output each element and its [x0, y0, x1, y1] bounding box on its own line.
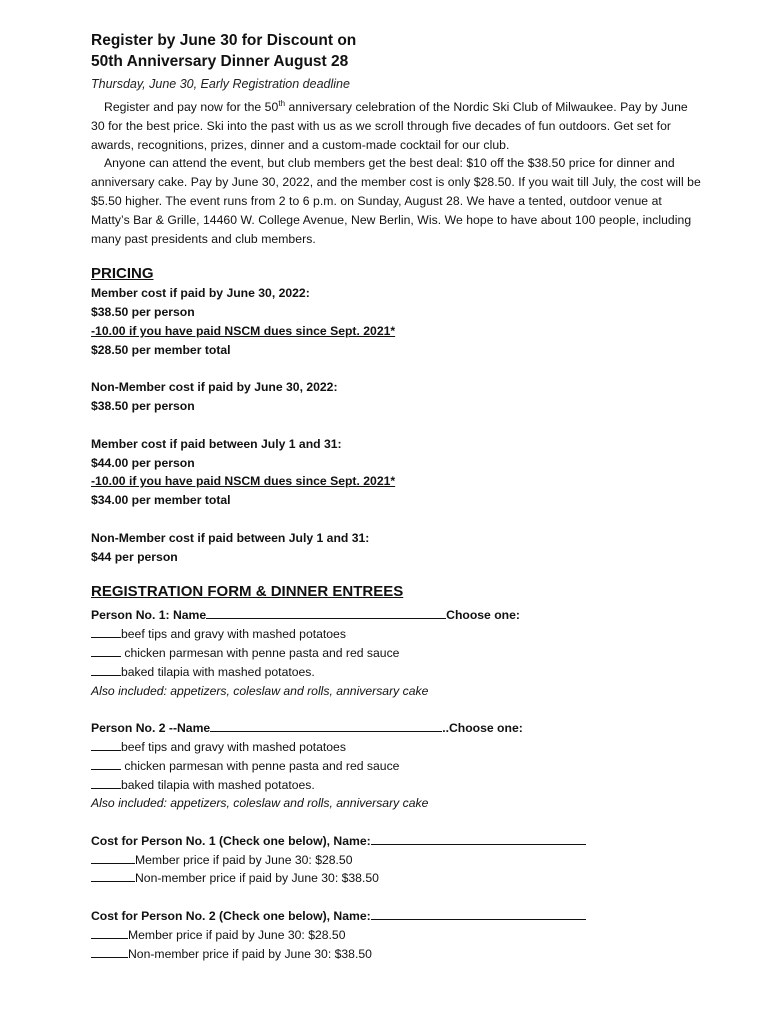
person-1-name-field[interactable]	[206, 606, 446, 619]
person-1-member-price-row	[91, 851, 701, 870]
nonmember-late-pricing	[91, 529, 701, 567]
member-late-pricing	[91, 435, 701, 510]
person-2-beef-checkbox[interactable]	[91, 738, 121, 751]
member-late-price: $44.00 per person	[91, 455, 195, 470]
title-line-2: 50th Anniversary Dinner August 28	[91, 53, 349, 70]
person-1-entree-form	[91, 606, 701, 700]
person-1-included-note: Also included: appetizers, coleslaw and rolls, anniversary cake	[91, 683, 429, 698]
person-1-cost-row	[91, 832, 701, 851]
nonmember-early-label: Non-Member cost if paid by June 30, 2022:	[91, 380, 338, 395]
member-late-label: Member cost if paid between July 1 and 31:	[91, 436, 342, 451]
person-2-nonmember-price-checkbox[interactable]	[91, 945, 128, 958]
person-2-nonmember-price-row	[91, 945, 701, 964]
member-late-discount: -10.00 if you have paid NSCM dues since Sept. 2021*	[91, 474, 396, 489]
person-2-cost-form	[91, 907, 701, 963]
intro-paragraph-2: Anyone can attend the event, but club members get the best deal: $10 off the $38.50 price for dinner and anniversary cake. Pay by June 30, 2022, and the member cost is only $28.50. If you wait till July, the cost will be $5.50 higher. The event runs from 2 to 6 p.m. on Sunday, August 28. We have a tented, outdoor venue at Matty’s Bar & Grille, 14460 W. College Avenue, New Berlin, Wis. We hope to have about 100 people, including many past presidents and club members.	[91, 156, 701, 246]
intro-p1-before: Register and pay now for the 50	[104, 100, 279, 114]
member-early-pricing	[91, 284, 701, 359]
person-2-member-price-checkbox[interactable]	[91, 926, 128, 939]
nonmember-early-pricing	[91, 378, 701, 416]
person-1-chicken-label: chicken parmesan with penne pasta and red sauce	[121, 645, 400, 660]
person-1-option-chicken	[91, 644, 701, 663]
document-content	[91, 30, 701, 963]
person-1-cost-label: Cost for Person No. 1 (Check one below), Name:	[91, 833, 371, 848]
person-1-nonmember-price-row	[91, 869, 701, 888]
person-2-cost-label: Cost for Person No. 2 (Check one below), Name:	[91, 909, 371, 924]
person-1-nonmember-price-label: Non-member price if paid by June 30: $38.50	[135, 871, 379, 886]
person-1-option-beef	[91, 625, 701, 644]
pricing-heading: PRICING	[91, 265, 154, 283]
intro-p1-after: anniversary celebration of the Nordic Ski Club of Milwaukee. Pay by June 30 for the best price. Ski into the past with us as we scroll through five decades of fun outdoors. Get set for awards, recognitions, prizes, dinner and a custom-made cocktail for our club.	[91, 100, 688, 152]
person-1-tilapia-checkbox[interactable]	[91, 663, 121, 676]
person-2-member-price-row	[91, 926, 701, 945]
person-1-nonmember-price-checkbox[interactable]	[91, 869, 135, 882]
person-1-member-price-label: Member price if paid by June 30: $28.50	[135, 852, 353, 867]
registration-heading: REGISTRATION FORM & DINNER ENTREES	[91, 583, 404, 601]
person-1-name-row	[91, 606, 701, 625]
person-1-chicken-checkbox[interactable]	[91, 644, 121, 657]
person-2-name-row	[91, 719, 701, 738]
person-2-nonmember-price-label: Non-member price if paid by June 30: $38.50	[128, 946, 372, 961]
person-2-member-price-label: Member price if paid by June 30: $28.50	[128, 927, 346, 942]
person-1-name-label: Person No. 1: Name	[91, 608, 207, 623]
person-2-included-note: Also included: appetizers, coleslaw and rolls, anniversary cake	[91, 796, 429, 811]
person-1-option-tilapia	[91, 663, 701, 682]
person-1-cost-form	[91, 832, 701, 888]
person-1-tilapia-label: baked tilapia with mashed potatoes.	[121, 664, 315, 679]
intro-p1-superscript: th	[278, 98, 286, 108]
person-2-name-field[interactable]	[210, 719, 442, 732]
nonmember-late-label: Non-Member cost if paid between July 1 and 31:	[91, 530, 370, 545]
member-late-total: $34.00 per member total	[91, 493, 231, 508]
subtitle: Thursday, June 30, Early Registration deadline	[91, 77, 350, 91]
person-2-cost-row	[91, 907, 701, 926]
title-line-1: Register by June 30 for Discount on	[91, 32, 357, 49]
person-1-beef-checkbox[interactable]	[91, 625, 121, 638]
person-2-beef-label: beef tips and gravy with mashed potatoes	[121, 739, 346, 754]
person-1-beef-label: beef tips and gravy with mashed potatoes	[121, 627, 346, 642]
person-2-choose-label: ..Choose one:	[442, 721, 523, 736]
person-2-name-label: Person No. 2 --Name	[91, 721, 211, 736]
person-2-option-chicken	[91, 757, 701, 776]
person-2-tilapia-checkbox[interactable]	[91, 776, 121, 789]
nonmember-early-price: $38.50 per person	[91, 399, 195, 414]
person-2-entree-form	[91, 719, 701, 813]
person-1-choose-label: Choose one:	[446, 608, 520, 623]
person-1-member-price-checkbox[interactable]	[91, 851, 135, 864]
member-early-label: Member cost if paid by June 30, 2022:	[91, 286, 310, 301]
member-early-price: $38.50 per person	[91, 305, 195, 320]
person-2-chicken-label: chicken parmesan with penne pasta and red sauce	[121, 758, 400, 773]
person-2-option-beef	[91, 738, 701, 757]
member-early-discount: -10.00 if you have paid NSCM dues since Sept. 2021*	[91, 323, 396, 338]
intro-paragraph-1	[91, 98, 701, 154]
nonmember-late-price: $44 per person	[91, 549, 178, 564]
person-2-tilapia-label: baked tilapia with mashed potatoes.	[121, 777, 315, 792]
person-2-chicken-checkbox[interactable]	[91, 757, 121, 770]
person-2-cost-name-field[interactable]	[371, 907, 586, 920]
person-2-option-tilapia	[91, 776, 701, 795]
person-1-cost-name-field[interactable]	[371, 832, 586, 845]
member-early-total: $28.50 per member total	[91, 342, 231, 357]
